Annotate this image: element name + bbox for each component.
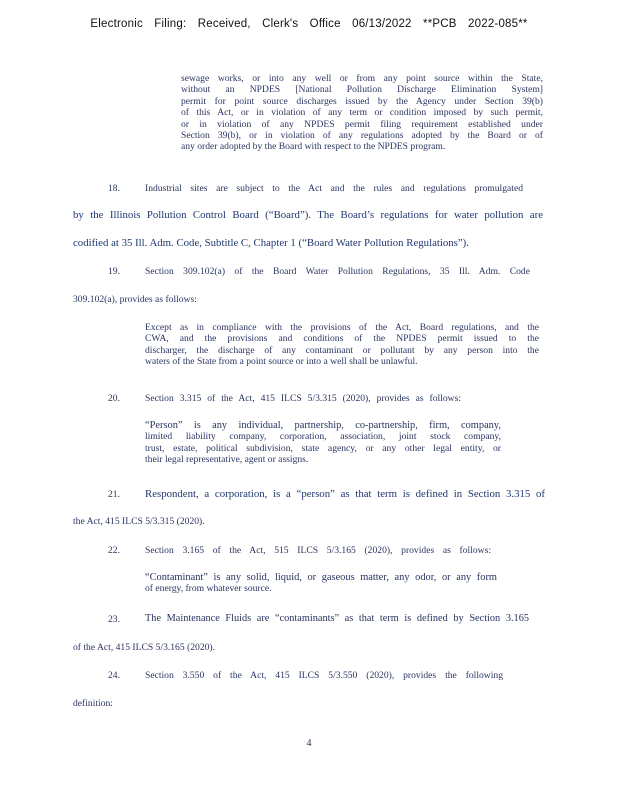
block-quote-person-definition <box>145 420 501 466</box>
paragraph-line: of the Act, 415 ILCS 5/3.165 (2020). <box>73 642 216 653</box>
paragraph-line: codified at 35 Ill. Adm. Code, Subtitle C, Chapter 1 (“Board Water Pollution Regulations”). <box>73 237 469 249</box>
quote-line: sewage works, or into any well or from any point source within the State, <box>181 73 543 84</box>
quote-line: waters of the State from a point source or into a well shall be unlawful. <box>145 356 418 368</box>
page-number: 4 <box>306 738 312 749</box>
block-quote-contaminant-definition <box>145 572 497 595</box>
quote-line: of this Act, or in violation of any term or condition imposed by such permit, <box>181 107 543 119</box>
paragraph-line: The Maintenance Fluids are “contaminants” as that term is defined by Section 3.165 <box>145 613 529 624</box>
paragraph-number: 20. <box>108 393 120 404</box>
quote-line: CWA, and the provisions and conditions of the NPDES permit issued to the <box>145 333 539 345</box>
paragraph-line: Section 3.550 of the Act, 415 ILCS 5/3.550 (2020), provides the following <box>145 670 503 681</box>
paragraph-line: Section 3.315 of the Act, 415 ILCS 5/3.315 (2020), provides as follows: <box>145 393 461 404</box>
paragraph-line: 309.102(a), provides as follows: <box>73 294 197 305</box>
paragraph-number: 24. <box>108 670 120 681</box>
paragraph-line: Section 309.102(a) of the Board Water Pollution Regulations, 35 Ill. Adm. Code <box>145 266 530 277</box>
paragraph-number: 22. <box>108 545 120 556</box>
block-quote-npdes <box>181 73 543 153</box>
paragraph-line: Industrial sites are subject to the Act and the rules and regulations promulgated <box>145 183 523 194</box>
quote-line: or in violation of any NPDES permit filing requirement established under <box>181 118 543 130</box>
paragraph-number: 23. <box>108 614 120 625</box>
paragraph-number: 18. <box>108 183 120 194</box>
quote-line: “Contaminant” is any solid, liquid, or gaseous matter, any odor, or any form <box>145 572 497 583</box>
paragraph-line: Section 3.165 of the Act, 515 ILCS 5/3.165 (2020), provides as follows: <box>145 545 491 556</box>
quote-line: of energy, from whatever source. <box>145 583 272 595</box>
quote-line: their legal representative, agent or assigns. <box>145 454 309 466</box>
quote-line: permit for point source discharges issued by the Agency under Section 39(b) <box>181 95 543 107</box>
quote-line: “Person” is any individual, partnership, co-partnership, firm, company, <box>145 420 501 431</box>
block-quote-unlawful-discharge <box>145 322 539 368</box>
quote-line: Section 39(b), or in violation of any regulations adopted by the Board or of <box>181 130 543 142</box>
quote-line: Except as in compliance with the provisions of the Act, Board regulations, and the <box>145 322 539 333</box>
paragraph-number: 21. <box>108 489 120 500</box>
paragraph-line: by the Illinois Pollution Control Board (“Board”). The Board’s regulations for water pollution are <box>73 209 543 221</box>
quote-line: without an NPDES [National Pollution Discharge Elimination System] <box>181 84 543 96</box>
paragraph-line: the Act, 415 ILCS 5/3.315 (2020). <box>73 516 205 527</box>
quote-line: any order adopted by the Board with respect to the NPDES program. <box>181 141 446 153</box>
quote-line: trust, estate, political subdivision, state agency, or any other legal entity, or <box>145 442 501 454</box>
paragraph-number: 19. <box>108 266 120 277</box>
paragraph-line: Respondent, a corporation, is a “person” as that term is defined in Section 3.315 of <box>145 488 545 500</box>
quote-line: limited liability company, corporation, association, joint stock company, <box>145 431 501 443</box>
quote-line: discharger, the discharge of any contaminant or pollutant by any person into the <box>145 344 539 356</box>
paragraph-line: definition: <box>73 698 113 709</box>
filing-header: Electronic Filing: Received, Clerk's Office 06/13/2022 **PCB 2022-085** <box>90 18 528 30</box>
